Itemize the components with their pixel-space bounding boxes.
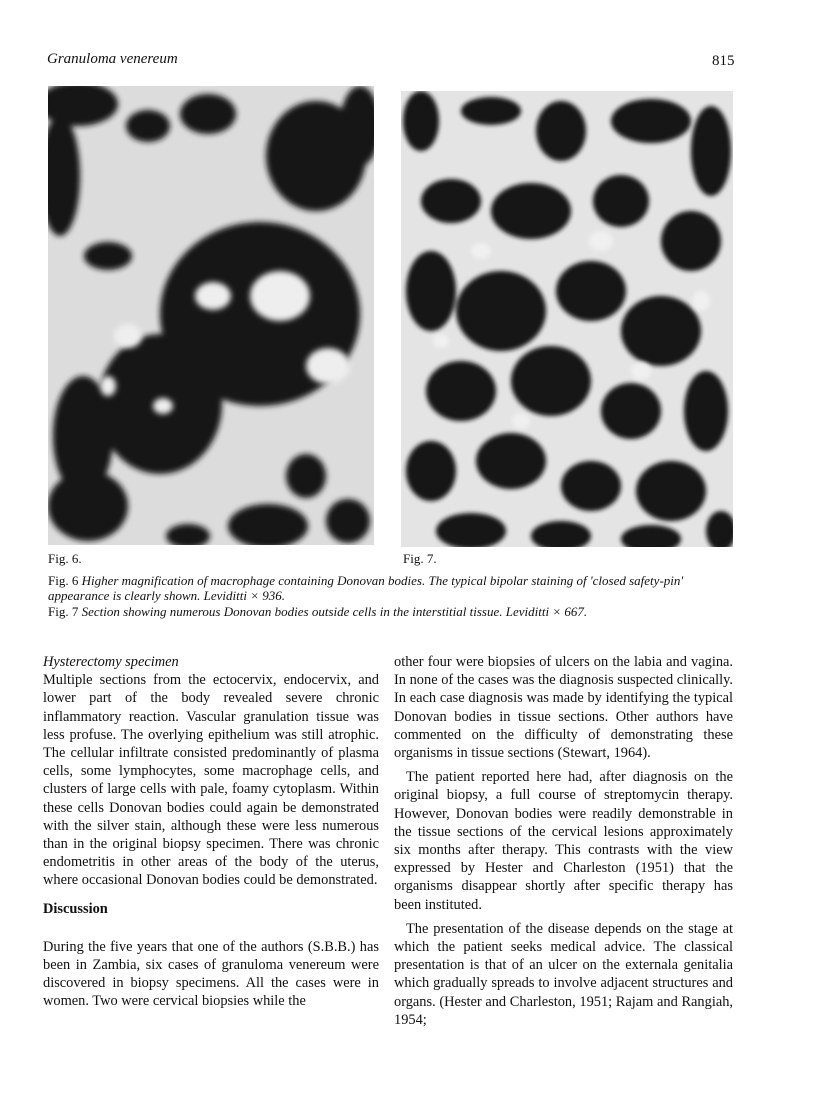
paragraph: During the five years that one of the authors (S.B.B.) has been in Zambia, six cases of granuloma venereum were discovered in biopsy specimens. All the cases were in women. Two were cervical biopsies while the: [43, 938, 379, 1010]
paragraph: Multiple sections from the ectocervix, endocervix, and lower part of the body revealed severe chronic inflammatory reaction. Vascular granulation tissue was less profuse. The overlying epithelium was still atrophic. The cellular infiltrate consisted predominantly of plasma cells, some lymphocytes, some macrophage cells, and clusters of large cells with pale, foamy cytoplasm. Within these cells Donovan bodies could again be demonstrated with the silver stain, although these were less numerous than in the original biopsy specimen. There was chronic endometritis in other areas of the body of the uterus, where occasional Donovan bodies could be demonstrated.: [43, 672, 379, 889]
page-number: 815: [712, 53, 735, 69]
figure-6-caption: [48, 573, 708, 603]
paragraph: The presentation of the disease depends on the stage at which the patient seeks medical advice. The classical presentation is that of an ulcer on the externala genitalia which gradually spreads to involve adjacent structures and organs. (Hester and Charleston, 1951; Rajam and Rangiah, 1954;: [394, 920, 733, 1028]
figure-6-label: Fig. 6.: [48, 551, 82, 566]
section-heading-discussion: Discussion: [43, 900, 108, 917]
figure-7-label: Fig. 7.: [403, 551, 437, 566]
figure-6-micrograph: [48, 86, 374, 545]
caption-7-text: Section showing numerous Donovan bodies outside cells in the interstitial tissue. Leviditti × 667.: [81, 604, 588, 619]
caption-6-text: Higher magnification of macrophage containing Donovan bodies. The typical bipolar staining of 'closed safety-pin' appearance is clearly shown. Leviditti × 936.: [48, 573, 684, 603]
figure-7-caption: [48, 604, 748, 619]
caption-6-number: Fig. 6: [48, 573, 79, 588]
paragraph: other four were biopsies of ulcers on the labia and vagina. In none of the cases was the diagnosis suspected clinically. In each case diagnosis was made by identifying the typical Donovan bodies in tissue sections. Other authors have commented on the difficulty of demonstrating these organisms in tissue sections (Stewart, 1964).: [394, 654, 733, 762]
caption-7-number: Fig. 7: [48, 604, 79, 619]
left-column: [43, 653, 379, 1011]
subheading-hysterectomy: Hysterectomy specimen: [43, 654, 179, 670]
figure-7-micrograph: [401, 91, 733, 547]
right-column: [394, 653, 733, 1029]
running-title: Granuloma venereum: [47, 51, 178, 67]
paragraph: The patient reported here had, after diagnosis on the original biopsy, a full course of streptomycin therapy. However, Donovan bodies were readily demonstrable in the tissue sections of the cervical lesions approximately six months after therapy. This contrasts with the view expressed by Hester and Charleston (1951) that the organisms disappear shortly after specific therapy has been instituted.: [394, 769, 733, 913]
